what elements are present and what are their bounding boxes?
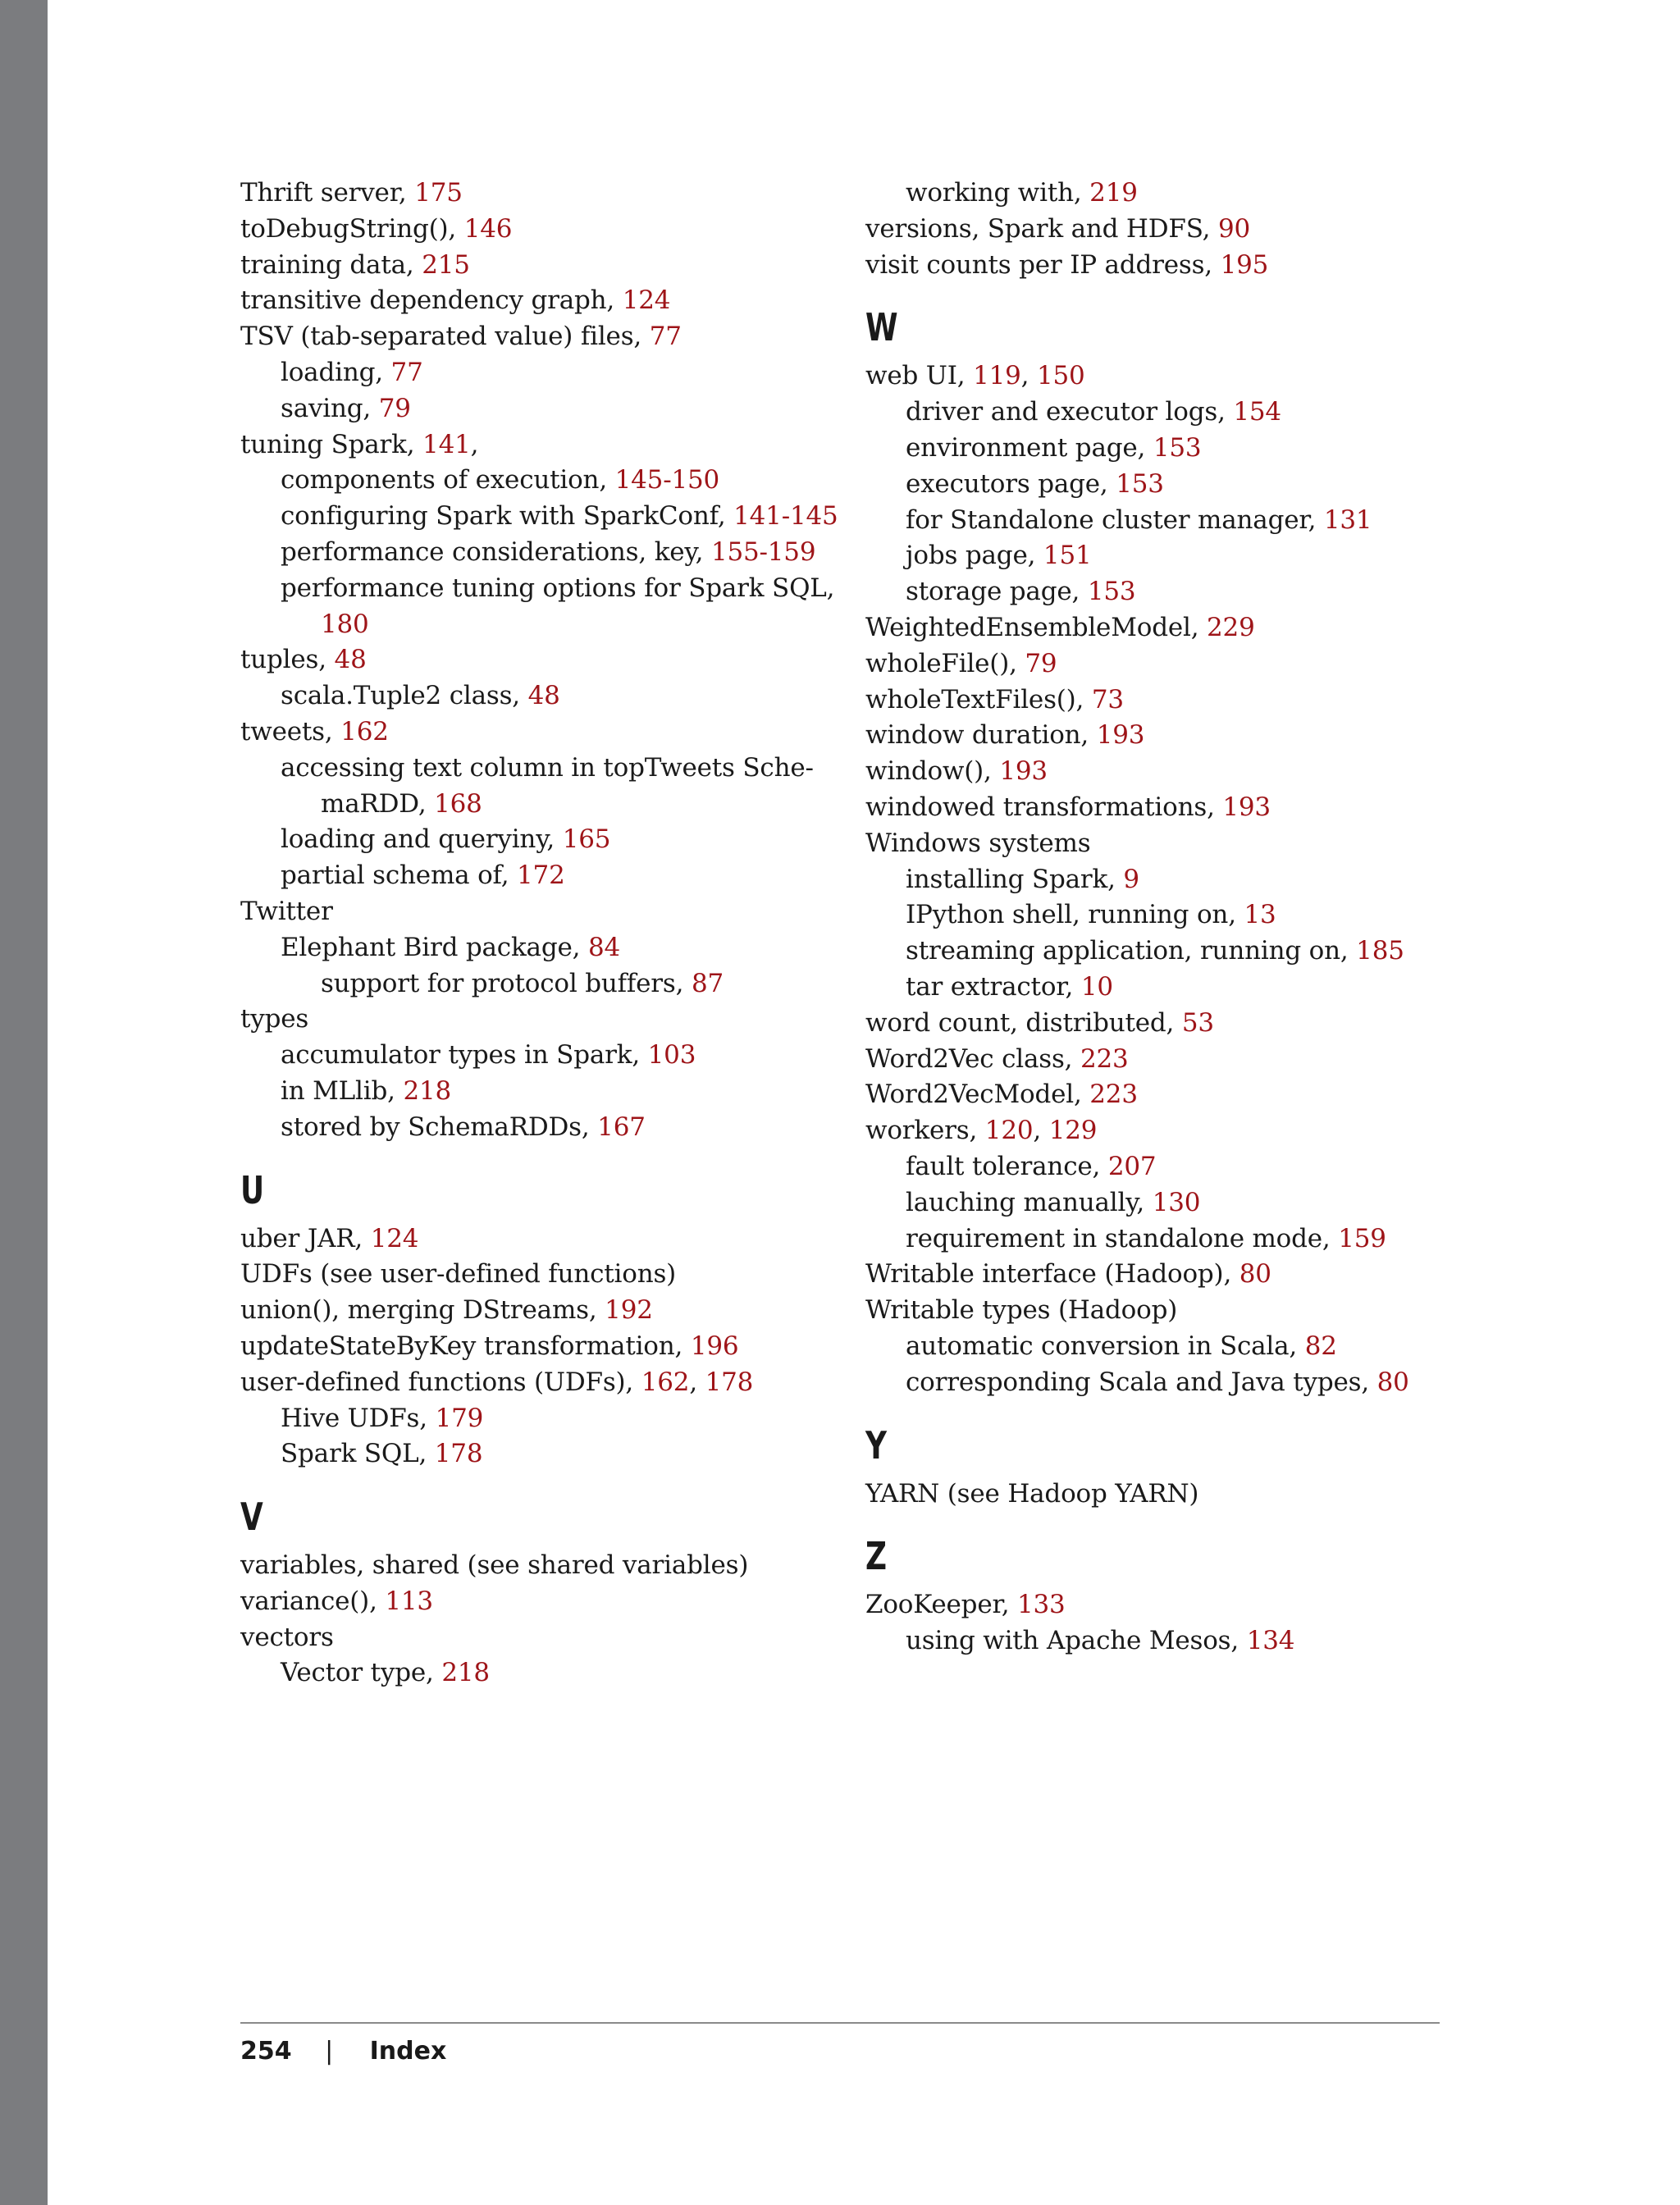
index-entry [865,248,1456,284]
page-reference-link[interactable]: 113 [385,1586,433,1616]
index-entry [240,1620,831,1656]
page-reference-link[interactable]: 192 [605,1295,653,1326]
index-entry [240,1221,831,1258]
page-reference-link[interactable]: 155-159 [710,536,816,567]
page-reference-link[interactable]: 129 [1048,1116,1098,1146]
index-term: IPython shell, running on, [906,900,1244,930]
index-subentry [240,1074,831,1110]
index-subentry [240,1401,831,1437]
index-term: toDebugString(), [240,213,464,244]
index-entry [865,790,1456,826]
page-reference-link[interactable]: 73 [1091,684,1124,714]
index-entry [865,826,1456,862]
page-reference-link[interactable]: 223 [1080,1043,1129,1074]
index-subentry [240,535,831,571]
index-subentry [865,574,1456,610]
index-term: Writable interface (Hadoop), [865,1259,1239,1290]
index-term: fault tolerance, [906,1151,1108,1181]
index-term: types [240,1004,309,1034]
page-reference-link[interactable]: 165 [562,824,611,855]
index-entry [865,1077,1456,1113]
page-reference-link[interactable]: 153 [1116,468,1164,499]
index-term: accumulator types in Spark, [281,1040,648,1071]
index-entry [865,718,1456,754]
page-reference-link[interactable]: 162 [340,716,389,746]
index-entry: user-defined functions (UDFs), 162, 178 [240,1367,754,1397]
index-term: user-defined functions (UDFs), [240,1367,641,1397]
index-subentry [240,355,831,391]
index-term: installing Spark, [906,864,1124,894]
index-term: jobs page, [906,541,1043,571]
page-reference-link[interactable]: 150 [1036,361,1085,391]
page-reference-link[interactable]: 229 [1207,612,1255,642]
index-entry [865,610,1456,646]
page-edge-strip [0,0,48,2205]
index-subentry [865,970,1456,1006]
index-column-right [865,176,1456,1659]
page-reference-link[interactable]: 120 [984,1116,1034,1146]
page-reference-link[interactable]: 130 [1152,1187,1201,1217]
page-reference-link[interactable]: 178 [705,1367,754,1397]
page-reference-link[interactable]: 80 [1239,1259,1271,1290]
footer-page-number: 254 [240,2037,292,2066]
index-entry [240,1293,831,1329]
page-reference-link[interactable]: 146 [463,213,513,244]
footer-section-title: Index [369,2037,447,2066]
page-reference-link[interactable]: 48 [527,681,560,711]
index-entry [865,646,1456,682]
index-term: automatic conversion in Scala, [906,1331,1305,1361]
page-reference-link[interactable]: 180 [321,609,369,639]
index-term: requirement in standalone mode, [906,1223,1339,1253]
page-reference-link[interactable]: 159 [1338,1223,1386,1253]
page-reference-link[interactable]: 77 [649,322,682,352]
page-reference-link[interactable]: 82 [1304,1331,1337,1361]
index-term: for Standalone cluster manager, [906,504,1324,535]
index-term: Writable types (Hadoop) [865,1295,1178,1326]
index-subentry [865,1365,1456,1401]
index-term: storage page, [906,577,1088,607]
page-reference-link[interactable]: 13 [1244,900,1276,930]
section-letter-heading: Z [865,1534,888,1579]
index-term: Word2VecModel, [865,1080,1090,1110]
index-entry [865,1587,1456,1623]
index-subentry [865,934,1456,970]
page-reference-link[interactable]: 172 [517,861,565,891]
index-subentry [240,1655,831,1691]
index-term: scala.Tuple2 class, [281,681,528,711]
index-term: working with, [906,178,1090,208]
page-reference-link[interactable]: 79 [1025,648,1057,678]
page-reference-link[interactable]: 151 [1043,541,1092,571]
index-entry [865,682,1456,719]
index-term: wholeTextFiles(), [865,684,1092,714]
index-term: in MLlib, [281,1075,404,1106]
page-reference-link[interactable]: 87 [691,968,724,998]
index-term: training data, [240,249,422,280]
index-term: Elephant Bird package, [281,932,588,962]
index-term: Vector type, [281,1658,442,1688]
index-term: partial schema of, [281,861,518,891]
page-reference-link[interactable]: 162 [641,1367,690,1397]
index-entry [240,1329,831,1365]
page-reference-link[interactable]: 193 [1096,720,1145,751]
index-entry [865,1477,1456,1513]
page-reference-link[interactable]: 119 [973,361,1021,391]
index-term: stored by SchemaRDDs, [281,1112,598,1142]
index-subentry [865,1623,1456,1659]
index-entry: web UI, 119, 150 [865,361,1085,391]
index-entry [240,1257,831,1293]
index-entry: workers, 120, 129 [865,1116,1098,1146]
index-term: ZooKeeper, [865,1590,1017,1620]
section-letter-heading: V [240,1495,263,1540]
index-subentry [240,463,831,499]
index-subentry [240,1038,831,1074]
index-term: Thrift server, [240,178,415,208]
index-term: window(), [865,756,1000,787]
page-reference-link[interactable]: 219 [1089,178,1138,208]
page-reference-link[interactable]: 193 [1222,792,1271,822]
index-entry [240,642,831,678]
page-reference-link[interactable]: 103 [647,1040,696,1071]
index-term: support for protocol buffers, [321,968,692,998]
page-reference-link[interactable]: 124 [370,1223,419,1253]
index-subentry [865,897,1456,934]
index-term: vectors [240,1622,334,1652]
index-term: variables, shared (see shared variables) [240,1550,749,1581]
page-reference-link[interactable]: 145-150 [614,465,720,495]
index-entry [865,1257,1456,1293]
index-subentry [865,1221,1456,1258]
page-reference-link[interactable]: 77 [390,357,423,387]
index-term: maRDD, [321,788,435,819]
index-term: union(), merging DStreams, [240,1295,605,1326]
page-reference-link[interactable]: 218 [441,1658,490,1688]
footer-separator: | [325,2037,334,2066]
page-reference-link[interactable]: 195 [1220,249,1269,280]
index-subentry [865,431,1456,467]
index-subentry [865,1149,1456,1185]
page-reference-link[interactable]: 80 [1376,1367,1409,1397]
page-reference-link[interactable]: 196 [690,1331,739,1361]
index-term: lauching manually, [906,1187,1153,1217]
index-entry [240,714,831,751]
trailing-punctuation: , [470,429,479,459]
section-letter-heading: U [240,1167,265,1212]
page-reference-link[interactable]: 141 [422,429,471,459]
index-subentry [865,862,1456,898]
index-subentry [865,1185,1456,1221]
page-reference-link[interactable]: 9 [1123,864,1139,894]
index-term: accessing text column in topTweets Sche- [281,752,814,783]
footer-rule [240,2022,1440,2024]
page-reference-link[interactable]: 134 [1246,1626,1295,1656]
page-reference-link[interactable]: 153 [1087,577,1136,607]
index-subentry [865,395,1456,431]
index-term: uber JAR, [240,1223,371,1253]
page-reference-link[interactable]: 218 [403,1075,452,1106]
index-entry [240,1002,831,1038]
page-reference-link[interactable]: 223 [1089,1080,1138,1110]
section-letter-heading: W [865,305,898,350]
index-subentry [240,822,831,858]
index-term: word count, distributed, [865,1007,1182,1038]
index-subentry [240,1110,831,1146]
index-term: Windows systems [865,828,1091,858]
index-term: Word2Vec class, [865,1043,1080,1074]
index-term: workers, [865,1116,985,1146]
page-reference-link[interactable]: 185 [1356,936,1404,966]
index-entry [240,212,831,248]
index-term: using with Apache Mesos, [906,1626,1247,1656]
page-reference-link[interactable]: 84 [587,932,620,962]
page-reference-link[interactable]: 48 [334,645,367,675]
index-term: saving, [281,393,379,423]
page-reference-link[interactable]: 141-145 [733,501,838,532]
index-term: WeightedEnsembleModel, [865,612,1208,642]
index-entry [865,212,1456,248]
index-subentry [240,391,831,427]
index-term: tweets, [240,716,341,746]
index-subentry [240,1436,831,1472]
index-entry [240,283,831,319]
index-term: windowed transformations, [865,792,1223,822]
index-entry [865,754,1456,790]
index-term: Twitter [240,896,333,926]
index-entry [865,1042,1456,1078]
index-entry [865,1293,1456,1329]
index-term: loading, [281,357,391,387]
page-reference-link[interactable]: 193 [999,756,1048,787]
index-term: wholeFile(), [865,648,1025,678]
index-term: UDFs (see user-defined functions) [240,1259,677,1290]
index-term: performance considerations, key, [281,536,711,567]
index-term: tuples, [240,645,335,675]
page-reference-link[interactable]: 90 [1217,213,1250,244]
page-reference-link[interactable]: 168 [434,788,482,819]
section-letter-heading: Y [865,1422,887,1468]
index-term: variance(), [240,1586,386,1616]
index-entry [240,319,831,355]
page-reference-link[interactable]: 153 [1153,432,1202,463]
index-term: visit counts per IP address, [865,249,1221,280]
index-subentry [865,1329,1456,1365]
page-reference-link[interactable]: 175 [414,178,463,208]
index-term: performance tuning options for Spark SQL, [281,573,835,603]
index-term: Spark SQL, [281,1439,435,1469]
index-term: components of execution, [281,465,615,495]
page-reference-link[interactable]: 79 [378,393,411,423]
index-term: environment page, [906,432,1153,463]
index-term: YARN (see Hadoop YARN) [865,1478,1199,1509]
index-subentry [240,499,838,535]
page-reference-link[interactable]: 207 [1107,1151,1157,1181]
page-reference-link[interactable]: 131 [1323,504,1372,535]
page-reference-link[interactable]: 215 [422,249,470,280]
index-term: Hive UDFs, [281,1403,436,1433]
index-term: streaming application, running on, [906,936,1357,966]
index-subentry [240,751,831,787]
index-term: tar extractor, [906,971,1081,1002]
index-term: TSV (tab-separated value) files, [240,322,650,352]
page-reference-link[interactable]: 167 [597,1112,646,1142]
index-term: window duration, [865,720,1097,751]
index-entry [240,1548,831,1584]
index-subentry [240,966,831,1002]
index-subentry [865,176,1456,212]
index-entry [240,248,831,284]
index-term: executors page, [906,468,1116,499]
index-subentry [240,607,831,643]
page-reference-link[interactable]: 10 [1080,971,1113,1002]
index-subentry [240,678,831,714]
page-reference-link[interactable]: 178 [434,1439,483,1469]
index-term: versions, Spark and HDFS, [865,213,1218,244]
page-reference-link[interactable]: 124 [622,285,671,316]
index-term: updateStateByKey transformation, [240,1331,691,1361]
index-term: loading and queryiny, [281,824,563,855]
index-entry [240,176,831,212]
index-term: configuring Spark with SparkConf, [281,501,734,532]
index-term: web UI, [865,361,974,391]
index-entry [240,1584,831,1620]
page-reference-link[interactable]: 133 [1017,1590,1066,1620]
index-entry [865,1006,1456,1042]
index-subentry [240,858,831,894]
index-subentry [240,930,831,966]
index-column-left [240,176,838,1691]
index-subentry [865,538,1456,574]
index-term: transitive dependency graph, [240,285,623,316]
index-entry [240,427,831,463]
page-reference-link[interactable]: 53 [1181,1007,1214,1038]
index-subentry [240,571,835,607]
page-footer [240,2035,446,2068]
page-reference-link[interactable]: 179 [435,1403,484,1433]
index-term: driver and executor logs, [906,397,1234,427]
index-entry [240,894,831,930]
index-subentry [865,503,1456,539]
index-term: corresponding Scala and Java types, [906,1367,1377,1397]
page-reference-link[interactable]: 154 [1233,397,1281,427]
index-subentry [240,787,831,823]
index-subentry [865,467,1456,503]
index-term: tuning Spark, [240,429,423,459]
